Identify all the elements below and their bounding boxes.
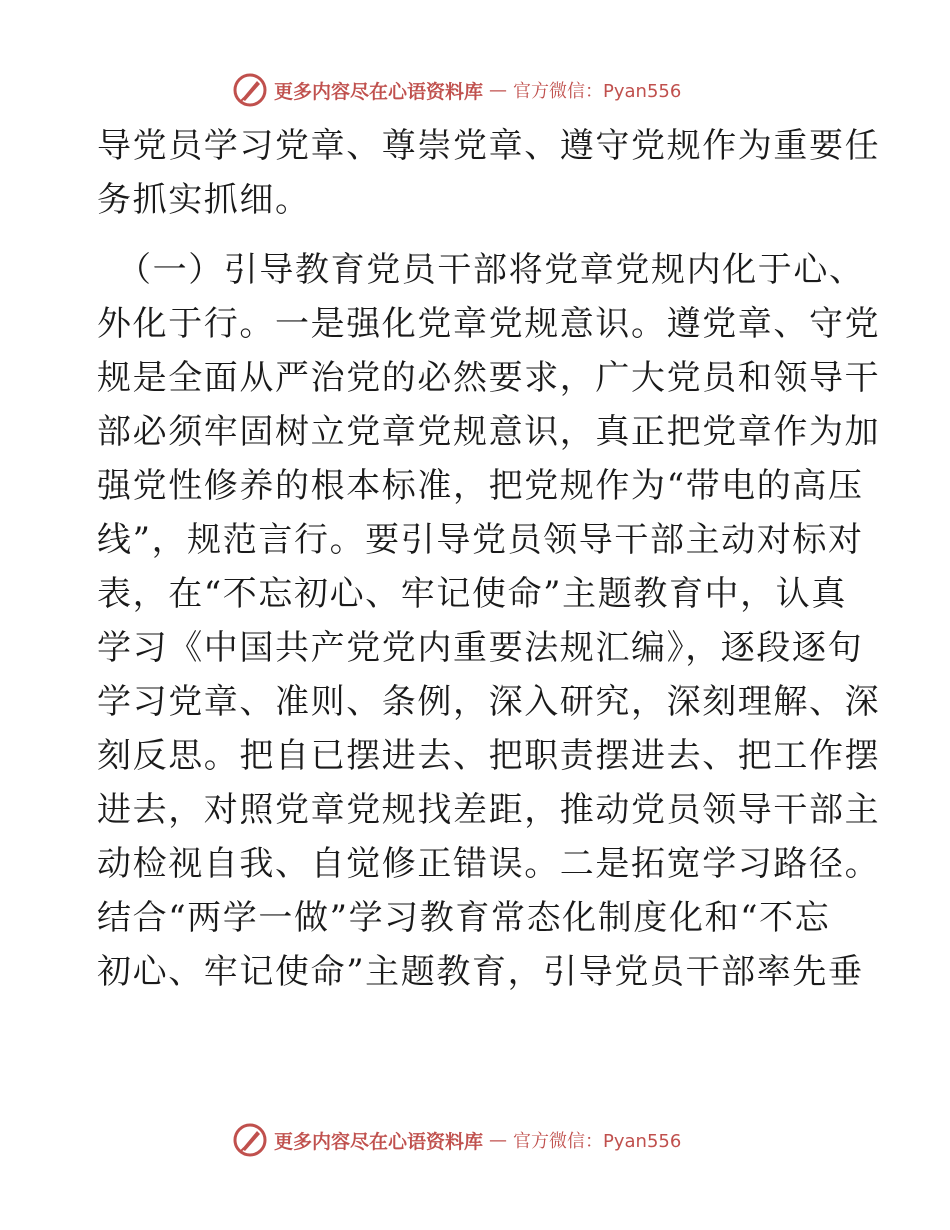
section-heading-line: （一）引导教育党员干部将党章党规内化于心、 <box>117 250 865 290</box>
text-line: 结合“两学一做”学习教育常态化制度化和“不忘 <box>97 898 831 938</box>
text-line: 表，在“不忘初心、牢记使命”主题教育中，认真 <box>97 574 847 614</box>
watermark-separator: — <box>489 79 508 101</box>
watermark-wechat-label: 官方微信：Pyan556 <box>513 81 682 102</box>
watermark-brand-text: 更多内容尽在心语资料库 <box>274 80 484 103</box>
text-line: 导党员学习党章、尊崇党章、遵守党规作为重要任 <box>97 126 881 166</box>
text-line: 初心、牢记使命”主题教育，引导党员干部率先垂 <box>97 952 864 992</box>
text-line: 刻反思。把自已摆进去、把职责摆进去、把工作摆 <box>97 736 881 776</box>
watermark-separator: — <box>489 1129 508 1151</box>
text-line: 动检视自我、自觉修正错误。二是拓宽学习路径。 <box>97 844 881 884</box>
text-line: 学习《中国共产党党内重要法规汇编》，逐段逐句 <box>97 628 864 668</box>
watermark-wechat-label: 官方微信：Pyan556 <box>513 1131 682 1152</box>
text-line: 线”，规范言行。要引导党员领导干部主动对标对 <box>97 520 864 560</box>
text-line: 外化于行。一是强化党章党规意识。遵党章、守党 <box>97 304 881 344</box>
document-body <box>97 119 881 999</box>
quill-logo-icon <box>232 1122 268 1158</box>
text-line: 学习党章、准则、条例，深入研究，深刻理解、深 <box>97 682 881 722</box>
quill-logo-icon <box>232 72 268 108</box>
header-watermark <box>232 72 681 108</box>
paragraph-gap <box>97 227 857 243</box>
watermark-brand-text: 更多内容尽在心语资料库 <box>274 1130 484 1153</box>
text-line: 务抓实抓细。 <box>97 180 311 220</box>
text-line: 进去，对照党章党规找差距，推动党员领导干部主 <box>97 790 881 830</box>
footer-watermark <box>232 1122 681 1158</box>
text-line: 规是全面从严治党的必然要求，广大党员和领导干 <box>97 358 881 398</box>
text-line: 强党性修养的根本标准，把党规作为“带电的高压 <box>97 466 864 506</box>
text-line: 部必须牢固树立党章党规意识，真正把党章作为加 <box>97 412 881 452</box>
